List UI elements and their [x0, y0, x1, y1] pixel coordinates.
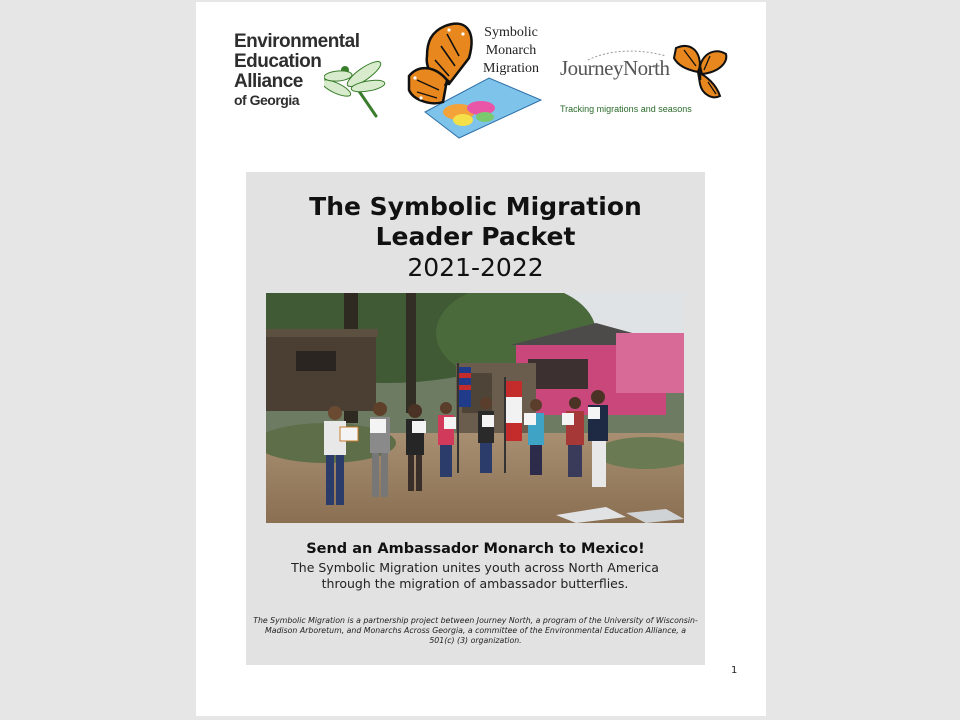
- cover-year: 2021-2022: [407, 253, 544, 282]
- eea-line-education: Education: [234, 51, 322, 72]
- cover-title-line1: The Symbolic Migration: [309, 192, 642, 221]
- cover-description: The Symbolic Migration unites youth across North America through the migration of ambassador butterflies.: [291, 560, 659, 591]
- journey-north-logo: [558, 40, 738, 120]
- sm-line-migration: Migration: [483, 61, 539, 76]
- journey-north-name: JourneyNorth: [560, 56, 670, 80]
- cover-title-line2: Leader Packet: [375, 222, 576, 251]
- eea-logo: [234, 32, 394, 127]
- cover-tagline: Send an Ambassador Monarch to Mexico!: [306, 541, 645, 557]
- eea-line-of-georgia: of Georgia: [234, 92, 300, 108]
- symbolic-monarch-migration-logo: [401, 20, 551, 140]
- sm-line-symbolic: Symbolic: [484, 25, 538, 40]
- symbolic-monarch-migration-text: [471, 24, 551, 78]
- sm-line-monarch: Monarch: [485, 43, 537, 58]
- partnership-note: The Symbolic Migration is a partnership project between Journey North, a program of the University of Wisconsin-Madison Arboretum, and Monarchs Across Georgia, a committee of the Environmental Education Alliance, a 501(c) (3) organization.: [253, 616, 698, 645]
- eea-line-environmental: Environmental: [234, 31, 360, 52]
- dragonfly-icon: [324, 54, 386, 124]
- monarch-butterfly-icon: [670, 40, 730, 102]
- document-page: [196, 2, 766, 716]
- eea-line-alliance: Alliance: [234, 71, 303, 92]
- cover-panel: [246, 172, 705, 665]
- journey-north-tagline: Tracking migrations and seasons: [560, 104, 692, 114]
- cover-title: [246, 192, 705, 252]
- cover-photo: [266, 293, 684, 523]
- page-number: 1: [731, 665, 738, 676]
- group-photo-image: [266, 293, 684, 523]
